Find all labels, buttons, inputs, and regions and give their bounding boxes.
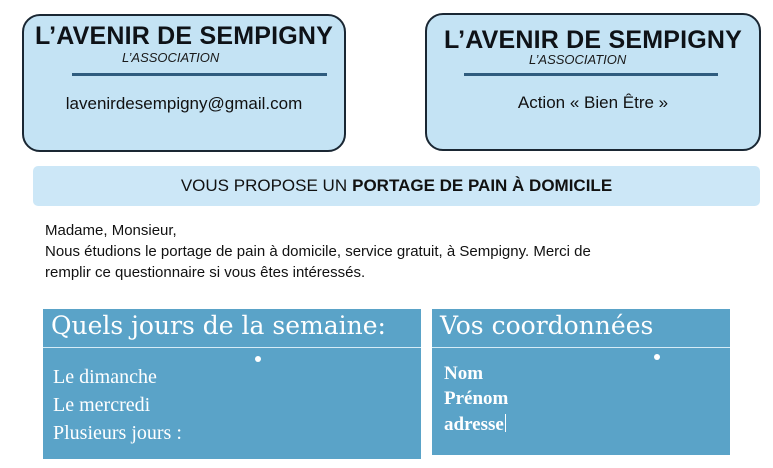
title-divider (464, 73, 718, 76)
header-card-action (425, 13, 761, 151)
association-title: L’AVENIR DE SEMPIGNY (34, 22, 334, 50)
bullet-dot (654, 354, 660, 360)
association-subtitle: L’ASSOCIATION (529, 52, 627, 67)
days-title: Quels jours de la semaine: (51, 311, 386, 340)
banner-service: PORTAGE DE PAIN À DOMICILE (352, 176, 613, 195)
contact-title: Vos coordonnées (440, 311, 654, 340)
field-address-label: adresse (444, 414, 504, 435)
association-subtitle: L’ASSOCIATION (122, 50, 220, 65)
banner-lead: VOUS PROPOSE UN (180, 176, 348, 195)
intro-text (45, 220, 745, 283)
bullet-dot (255, 356, 261, 362)
association-title: L’AVENIR DE SEMPIGNY (443, 26, 743, 54)
title-divider (72, 73, 327, 76)
header-card-email (22, 14, 346, 152)
text-cursor (505, 414, 506, 432)
panel-divider (432, 347, 730, 348)
panel-divider (43, 347, 421, 348)
day-option-wednesday[interactable]: Le mercredi (53, 394, 151, 416)
field-address[interactable] (444, 414, 506, 436)
day-option-sunday[interactable]: Le dimanche (53, 366, 157, 388)
greeting: Madame, Monsieur, (45, 222, 177, 239)
email-address: lavenirdesempigny@gmail.com (65, 94, 303, 113)
day-option-several[interactable]: Plusieurs jours : (53, 422, 182, 444)
action-label: Action « Bien Être » (517, 93, 669, 112)
contact-panel (432, 309, 730, 455)
field-last-name[interactable]: Nom (444, 363, 484, 384)
field-first-name[interactable]: Prénom (444, 388, 509, 409)
service-banner (33, 166, 760, 206)
intro-line: remplir ce questionnaire si vous êtes intéressés. (45, 264, 366, 281)
intro-line: Nous étudions le portage de pain à domicile, service gratuit, à Sempigny. Merci de (45, 243, 591, 260)
days-panel (43, 309, 421, 459)
